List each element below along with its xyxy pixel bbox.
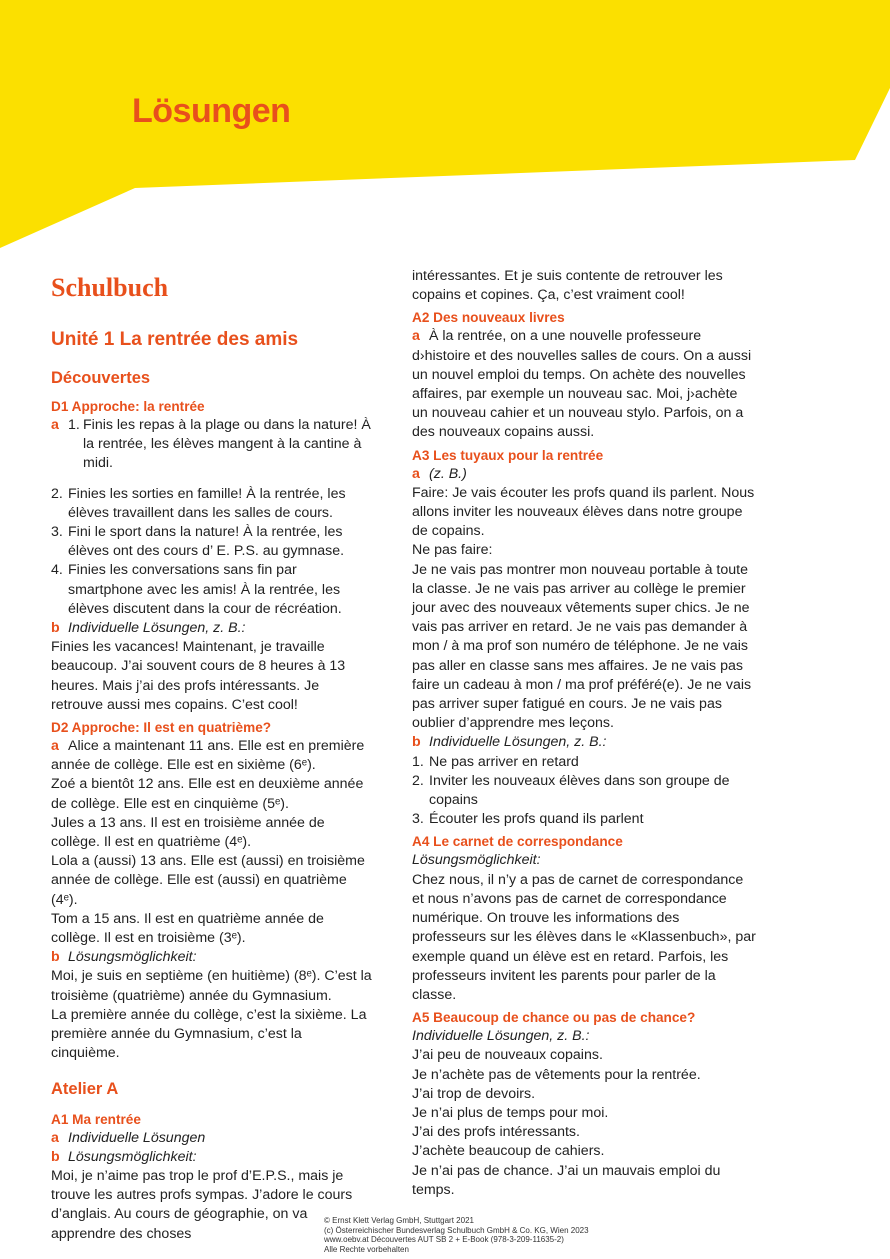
- answer-line: J’ai trop de devoirs.: [412, 1085, 536, 1102]
- answer-line: À la rentrée, on a une nouvelle professeure d›histoire et des nouvelles salles de cours. On a aussi un nouvel emploi du temps. On achète des nouvelles affaires, par exemple un nouveau sac. Moi, j›achète un nouveau cahier et un nouveau stylo. Parfois, on a des nouveaux copains aussi.: [412, 328, 752, 441]
- answer-line: Lola a (aussi) 13 ans. Elle est (aussi) en troisième année de collège. Elle est (aussi) en quatrième (4ᵉ).: [51, 853, 365, 908]
- list-item: [51, 416, 373, 474]
- answer-label-b: b: [51, 1148, 60, 1165]
- item-number: 3.: [412, 811, 424, 828]
- answer-text: Finies les vacances! Maintenant, je travaille beaucoup. J’ai souvent cours de 8 heures à 13 heures. Mais j’ai des profs intéressants. Je retrouve aussi mes copains. C’est cool!: [51, 639, 346, 713]
- item-number: 1.: [68, 417, 80, 433]
- answer-b: [51, 619, 373, 638]
- answer-intro: Individuelle Lösungen, z. B.:: [68, 620, 246, 637]
- answer-text: [412, 327, 757, 442]
- footer-line: (c) Österreichischer Bundesverlag Schulbuch GmbH & Co. KG, Wien 2023: [324, 1225, 589, 1235]
- answer-intro: Individuelle Lösungen, z. B.:: [429, 734, 607, 751]
- answer-line: J’ai peu de nouveaux copains.: [412, 1047, 603, 1064]
- answer-b: [412, 733, 757, 752]
- item-number: 3.: [51, 524, 63, 541]
- right-column: [412, 267, 757, 1200]
- list-item: [51, 561, 373, 619]
- exercise-d2-title: D2 Approche: Il est en quatrième?: [51, 720, 272, 736]
- list-item: [412, 753, 757, 772]
- item-number: 2.: [412, 772, 424, 789]
- answer-line: Alice a maintenant 11 ans. Elle est en première année de collège. Elle est en sixième (6ᵉ).: [51, 738, 365, 774]
- item-number: 2.: [51, 485, 63, 502]
- exercise-a1-title: A1 Ma rentrée: [51, 1111, 141, 1127]
- item-text: Fini le sport dans la nature! À la rentrée, les élèves ont des cours d’ E. P.S. au gymnase.: [68, 524, 345, 560]
- answer-text: Chez nous, il n’y a pas de carnet de correspondance et nous n’avons pas de carnet de correspondance numérique. On trouve les informations des professeurs sur les élèves dans le «Klassenbuch», par exemple quand un élève est en retard. Parfois, les professeurs invitent les parents pour parler de la classe.: [412, 871, 756, 1003]
- answer-label-b: b: [412, 734, 421, 751]
- answer-a: [412, 465, 757, 484]
- answer-label-b: b: [51, 949, 60, 966]
- answer-intro: Lösungsmöglichkeit:: [68, 949, 197, 966]
- list-item: [412, 772, 757, 810]
- exercise-a3-title: A3 Les tuyaux pour la rentrée: [412, 447, 604, 463]
- footer-line: © Ernst Klett Verlag GmbH, Stuttgart 2021: [324, 1216, 474, 1225]
- heading-schulbuch: Schulbuch: [51, 273, 169, 302]
- answer-intro: (z. B.): [429, 465, 467, 482]
- answer-intro: Lösungsmöglichkeit:: [412, 852, 541, 869]
- item-text: Inviter les nouveaux élèves dans son groupe de copains: [429, 772, 730, 809]
- item-text: Finies les sorties en famille! À la rentrée, les élèves travaillent dans les salles de cours.: [68, 485, 346, 521]
- item-text: Finis les repas à la plage ou dans la nature! À la rentrée, les élèves mangent à la cantine à midi.: [83, 417, 371, 472]
- answer-text: Moi, je n’aime pas trop le prof d’E.P.S., mais je trouve les autres profs sympas. J’adore le cours d’anglais. Au cours de géographie, on va apprendre des choses: [51, 1167, 353, 1242]
- answer-label-a: a: [412, 328, 420, 345]
- page-title: Lösungen: [132, 92, 291, 130]
- footer-line: Alle Rechte vorbehalten: [324, 1244, 409, 1254]
- answer-b: [51, 948, 373, 967]
- answer-a: [51, 1129, 373, 1148]
- answer-line: Ne pas faire:: [412, 542, 493, 559]
- answer-text: Faire: Je vais écouter les profs quand ils parlent. Nous allons inviter les nouveaux élèves dans notre groupe de copains.: [412, 484, 755, 540]
- answer-line: La première année du collège, c’est la sixième. La première année du Gymnasium, c’est la cinquième.: [51, 1006, 367, 1062]
- answer-intro: Individuelle Lösungen: [68, 1129, 206, 1146]
- answer-line: Je n’ai pas de chance. J’ai un mauvais emploi du temps.: [412, 1162, 721, 1198]
- item-number: 1.: [412, 753, 424, 770]
- answer-line: Zoé a bientôt 12 ans. Elle est en deuxième année de collège. Elle est en cinquième (5ᵉ).: [51, 776, 364, 812]
- answer-line: J’ai des profs intéressants.: [412, 1124, 580, 1141]
- answer-line: Je n’achète pas de vêtements pour la rentrée.: [412, 1066, 701, 1083]
- exercise-d1-title: D1 Approche: la rentrée: [51, 399, 205, 414]
- footer-line: www.oebv.at Découvertes AUT SB 2 + E-Book (978-3-209-11635-2): [324, 1235, 564, 1245]
- exercise-a5-title: A5 Beaucoup de chance ou pas de chance?: [412, 1010, 696, 1026]
- answer-label-a: a: [412, 465, 420, 482]
- item-text: Ne pas arriver en retard: [429, 753, 579, 770]
- heading-atelier: Atelier A: [51, 1079, 119, 1098]
- list-item: [51, 523, 373, 561]
- answer-label-a: a: [51, 417, 59, 433]
- answer-label-a: a: [51, 1129, 59, 1146]
- heading-unit: Unité 1 La rentrée des amis: [51, 329, 299, 350]
- answer-text: intéressantes. Et je suis contente de retrouver les copains et copines. Ça, c’est vraiment cool!: [412, 268, 723, 304]
- answer-line: Jules a 13 ans. Il est en troisième année de collège. Il est en quatrième (4ᵉ).: [51, 814, 325, 851]
- item-text: Écouter les profs quand ils parlent: [429, 811, 644, 828]
- exercise-a2-title: A2 Des nouveaux livres: [412, 310, 565, 326]
- list-item: [412, 810, 757, 829]
- item-number: 4.: [51, 562, 63, 579]
- answer-label-a: a: [51, 738, 59, 755]
- answer-line: Tom a 15 ans. Il est en quatrième année de collège. Il est en troisième (3ᵉ).: [51, 910, 324, 947]
- heading-decouvertes: Découvertes: [51, 369, 151, 387]
- copyright-footer: [324, 1216, 589, 1254]
- left-column: [51, 267, 373, 1244]
- answer-text: Je ne vais pas montrer mon nouveau portable à toute la classe. Je ne vais pas arriver au collège le premier jour avec des nouveaux vêtements super chics. Je ne vais pas arriver en retard. Je ne vais pas demander à mon / à ma prof son numéro de téléphone. Je ne vais pas aller en classe sans mes affaires. Je ne vais pas faire un cadeau à mon / ma prof préféré(e). Je ne vais pas arriver super fatigué en cours. Je ne vais pas oublier d’apprendre mes leçons.: [412, 561, 752, 732]
- answer-intro: Individuelle Lösungen, z. B.:: [412, 1028, 590, 1045]
- answer-line: Moi, je suis en septième (en huitième) (8ᵉ). C’est la troisième (quatrième) année du Gymnasium.: [51, 968, 372, 1004]
- answer-intro: Lösungsmöglichkeit:: [68, 1148, 197, 1165]
- answer-line: J’achète beaucoup de cahiers.: [412, 1143, 605, 1160]
- answer-b: [51, 1148, 373, 1167]
- answer-line: Je n’ai plus de temps pour moi.: [412, 1104, 609, 1121]
- answer-label-b: b: [51, 620, 60, 637]
- list-item: [51, 485, 373, 523]
- item-text: Finies les conversations sans fin par smartphone avec les amis! À la rentrée, les élèves discutent dans la cour de récréation.: [68, 562, 342, 617]
- answer-text: [51, 737, 373, 775]
- exercise-a4-title: A4 Le carnet de correspondance: [412, 834, 623, 850]
